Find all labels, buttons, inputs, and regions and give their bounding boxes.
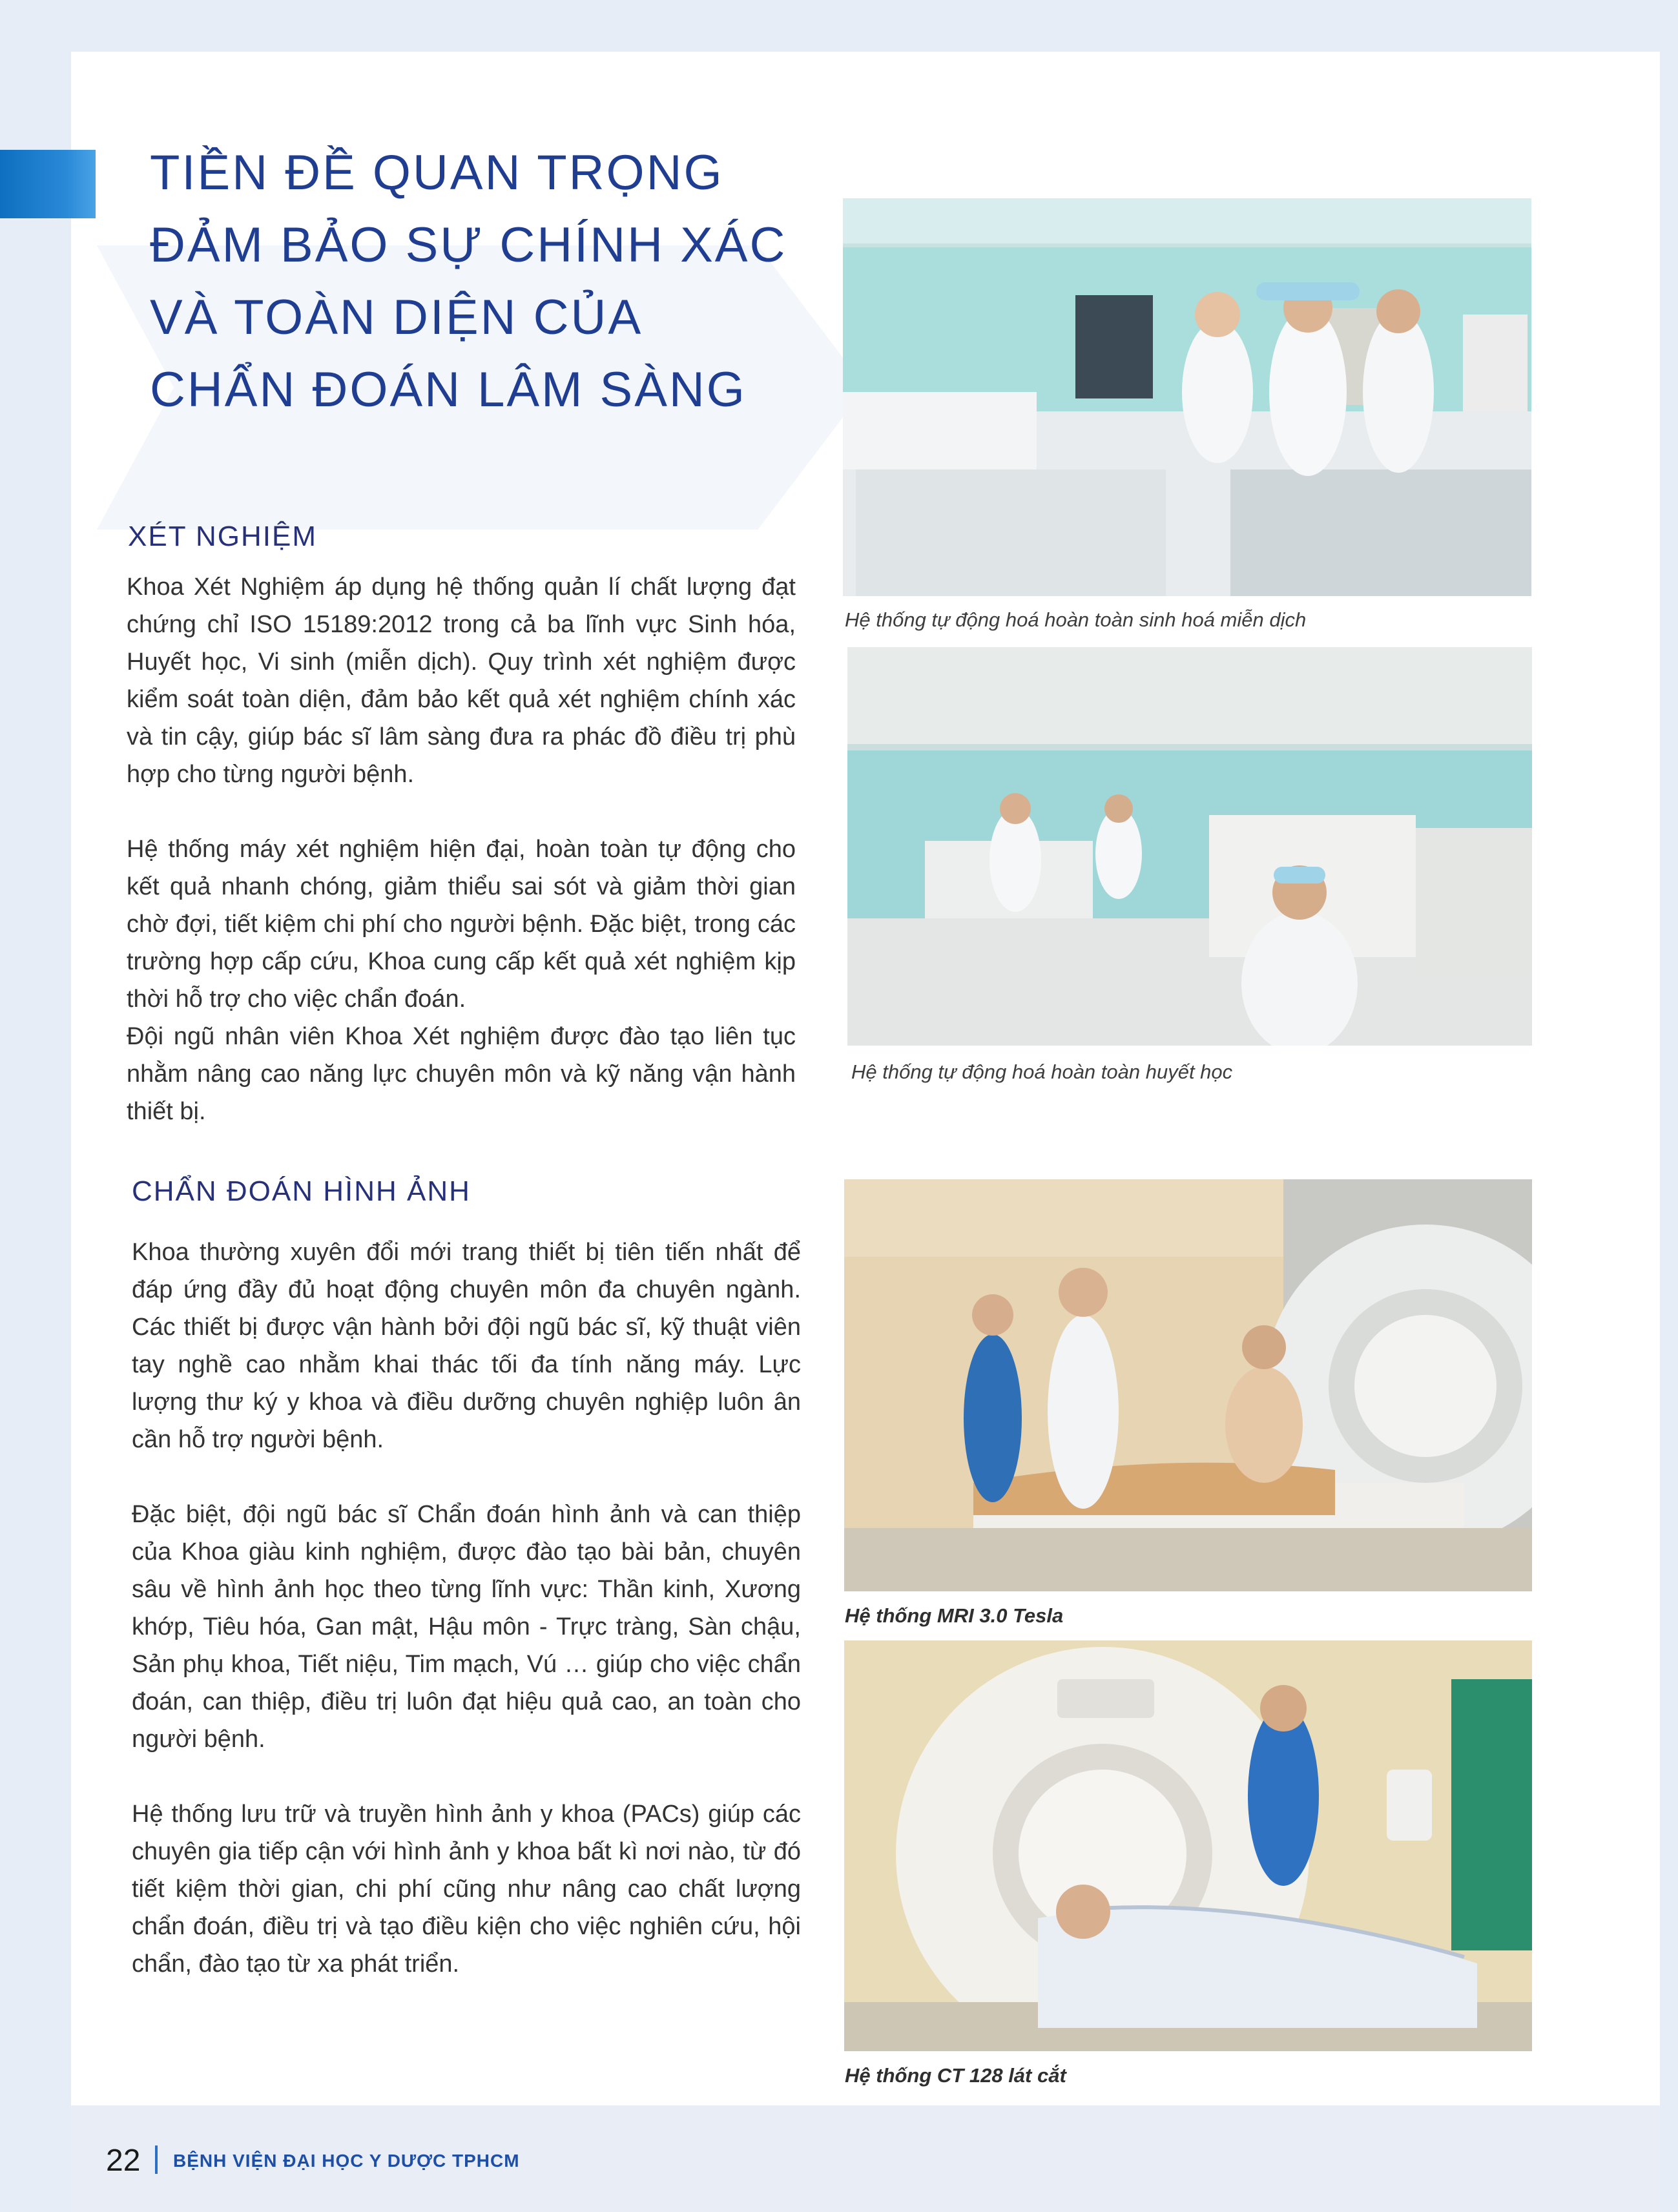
- lab-photo-caption: Hệ thống tự động hoá hoàn toàn sinh hoá miễn dịch: [845, 608, 1307, 631]
- imaging-paragraph: Khoa thường xuyên đổi mới trang thiết bị tiên tiến nhất để đáp ứng đầy đủ hoạt động chuyên môn đa chuyên ngành. Các thiết bị được vận hành bởi đội ngũ bác sĩ, kỹ thuật viên tay nghề cao nhằm khai thác tối đa tính năng máy. Lực lượng thư ký y khoa và điều dưỡng chuyên nghiệp luôn ân cần hỗ trợ người bệnh.: [132, 1239, 801, 1453]
- imaging-body: [132, 1234, 801, 2020]
- mri-photo: [844, 1179, 1532, 1591]
- lab-chemistry-illustration: [843, 198, 1531, 596]
- ct-photo: [844, 1640, 1532, 2051]
- title-line: VÀ TOÀN DIỆN CỦA: [150, 290, 643, 345]
- title-accent-tab: [0, 150, 96, 218]
- mri-illustration: [844, 1179, 1532, 1591]
- title-line: ĐẢM BẢO SỰ CHÍNH XÁC: [150, 218, 787, 273]
- title-line: CHẨN ĐOÁN LÂM SÀNG: [150, 362, 747, 417]
- lab-paragraph: Đội ngũ nhân viên Khoa Xét nghiệm được đào tạo liên tục nhằm nâng cao năng lực chuyên môn và kỹ năng vận hành thiết bị.: [127, 1023, 796, 1125]
- mri-caption: Hệ thống MRI 3.0 Tesla: [845, 1604, 1064, 1627]
- ct-caption: Hệ thống CT 128 lát cắt: [845, 2064, 1066, 2087]
- imaging-paragraph: Đặc biệt, đội ngũ bác sĩ Chẩn đoán hình ảnh và can thiệp của Khoa giàu kinh nghiệm, được đào tạo bài bản, chuyên sâu về hình ảnh học theo từng lĩnh vực: Thần kinh, Xương khớp, Tiêu hóa, Gan mật, Hậu môn - Trực tràng, Sàn chậu, Sản phụ khoa, Tiết niệu, Tim mạch, Vú … giúp cho việc chẩn đoán, can thiệp, điều trị luôn đạt hiệu quả cao, an toàn cho người bệnh.: [132, 1501, 801, 1753]
- page-title: [150, 137, 860, 426]
- page-number: 22: [106, 2144, 141, 2178]
- ct-illustration: [844, 1640, 1532, 2051]
- lab-chemistry-photo: [843, 198, 1531, 596]
- footer-divider: [155, 2145, 158, 2174]
- title-line: TIỀN ĐỀ QUAN TRỌNG: [150, 145, 724, 200]
- lab-heading: XÉT NGHIỆM: [128, 521, 318, 552]
- lab-paragraph: Khoa Xét Nghiệm áp dụng hệ thống quản lí chất lượng đạt chứng chỉ ISO 15189:2012 trong cả ba lĩnh vực Sinh hóa, Huyết học, Vi sinh (miễn dịch). Quy trình xét nghiệm được kiểm soát toàn diện, đảm bảo kết quả xét nghiệm chính xác và tin cậy, giúp bác sĩ lâm sàng đưa ra phác đồ điều trị phù hợp cho từng người bệnh.: [127, 574, 796, 788]
- lab-hematology-photo: [847, 647, 1532, 1046]
- footer-hospital-name: BỆNH VIỆN ĐẠI HỌC Y DƯỢC TPHCM: [173, 2151, 520, 2171]
- lab-photo-caption: Hệ thống tự động hoá hoàn toàn huyết học: [851, 1060, 1233, 1083]
- imaging-paragraph: Hệ thống lưu trữ và truyền hình ảnh y khoa (PACs) giúp các chuyên gia tiếp cận với hình ảnh y khoa bất kì nơi nào, từ đó tiết kiệm thời gian, chi phí cũng như nâng cao chất lượng chẩn đoán, điều trị và tạo điều kiện cho việc nghiên cứu, hội chẩn, đào tạo từ xa phát triển.: [132, 1801, 801, 1978]
- imaging-heading: CHẨN ĐOÁN HÌNH ẢNH: [132, 1175, 471, 1207]
- lab-body: [127, 568, 796, 1168]
- lab-paragraph: Hệ thống máy xét nghiệm hiện đại, hoàn toàn tự động cho kết quả nhanh chóng, giảm thiểu sai sót và giảm thời gian chờ đợi, tiết kiệm chi phí cho người bệnh. Đặc biệt, trong các trường hợp cấp cứu, Khoa cung cấp kết quả xét nghiệm kịp thời hỗ trợ cho việc chẩn đoán.: [127, 836, 796, 1013]
- lab-hematology-illustration: [847, 647, 1532, 1046]
